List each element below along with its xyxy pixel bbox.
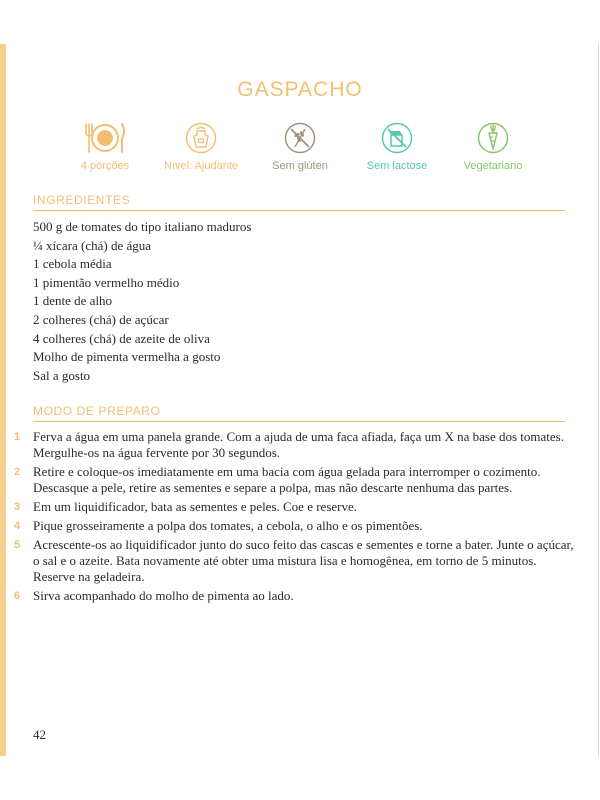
step-item (14, 518, 574, 534)
ingredient-item: 2 colheres (chá) de açúcar (33, 311, 169, 327)
page-edge-line (598, 44, 599, 756)
step-text: Acrescente-os ao liquidificador junto do suco feito das cascas e sementes e torne a bater. Junte o açúcar, o sal e o azeite. Bata novamente até obter uma mistura lisa e homogênea, em torno de 5 minutos. Reserve na geladeira. (33, 537, 574, 584)
recipe-title: GASPACHO (237, 78, 363, 101)
no-gluten-icon (284, 122, 316, 154)
badge-level (151, 122, 251, 172)
badge-lactose-free-label: Sem lactose (366, 160, 428, 172)
step-text: Pique grosseiramente a polpa dos tomates, a cebola, o alho e os pimentões. (33, 518, 423, 533)
step-item (14, 464, 574, 496)
left-accent-bar (0, 44, 6, 756)
step-text: Retire e coloque-os imediatamente em uma bacia com água gelada para interromper o cozimento. Descasque a pele, retire as sementes e separe a polpa, mas não descarte nenhuma das partes. (33, 464, 541, 495)
badge-vegetarian (443, 122, 543, 172)
carrot-icon (477, 122, 509, 154)
ingredient-item: Molho de pimenta vermelha a gosto (33, 349, 221, 365)
badge-gluten-free (250, 122, 350, 172)
plate-cutlery-icon (83, 122, 127, 154)
step-item (14, 588, 574, 604)
step-item (14, 537, 574, 585)
ingredients-list (33, 218, 563, 385)
page-number: 42 (33, 727, 46, 742)
ingredient-item: 500 g de tomates do tipo italiano maduros (33, 219, 252, 234)
step-number: 1 (14, 431, 21, 443)
badge-level-label: Nível: Ajudante (164, 160, 238, 172)
method-steps (14, 429, 574, 607)
ingredient-item: 1 pimentão vermelho médio (33, 274, 180, 290)
ingredient-item: 1 cebola média (33, 256, 112, 272)
recipe-badges (70, 122, 550, 182)
step-item (14, 429, 574, 461)
method-heading: MODO DE PREPARO (33, 404, 565, 422)
step-text: Em um liquidificador, bata as sementes e peles. Coe e reserve. (33, 499, 358, 514)
step-number: 4 (14, 520, 21, 532)
badge-lactose-free (347, 122, 447, 172)
step-number: 3 (14, 501, 21, 513)
ingredient-item: Sal a gosto (33, 367, 91, 383)
step-number: 6 (14, 590, 21, 602)
badge-vegetarian-label: Vegetariano (463, 160, 523, 172)
step-number: 2 (14, 466, 21, 478)
badge-gluten-free-label: Sem glúten (272, 160, 328, 172)
step-text: Sirva acompanhado do molho de pimenta ao lado. (33, 588, 294, 603)
step-number: 5 (14, 539, 21, 551)
step-text: Ferva a água em uma panela grande. Com a ajuda de uma faca afiada, faça um X na base dos tomates. Mergulhe-os na água fervente por 30 segundos. (33, 429, 564, 460)
ingredient-item: 4 colheres (chá) de azeite de oliva (33, 330, 210, 346)
ingredients-heading: INGREDIENTES (33, 193, 565, 211)
step-item (14, 499, 574, 515)
badge-servings-label: 4 porções (80, 160, 130, 172)
no-lactose-icon (381, 122, 413, 154)
ingredient-item: ¼ xícara (chá) de água (33, 237, 152, 253)
badge-servings (55, 122, 155, 172)
apron-icon (185, 122, 217, 154)
ingredient-item: 1 dente de alho (33, 293, 113, 309)
